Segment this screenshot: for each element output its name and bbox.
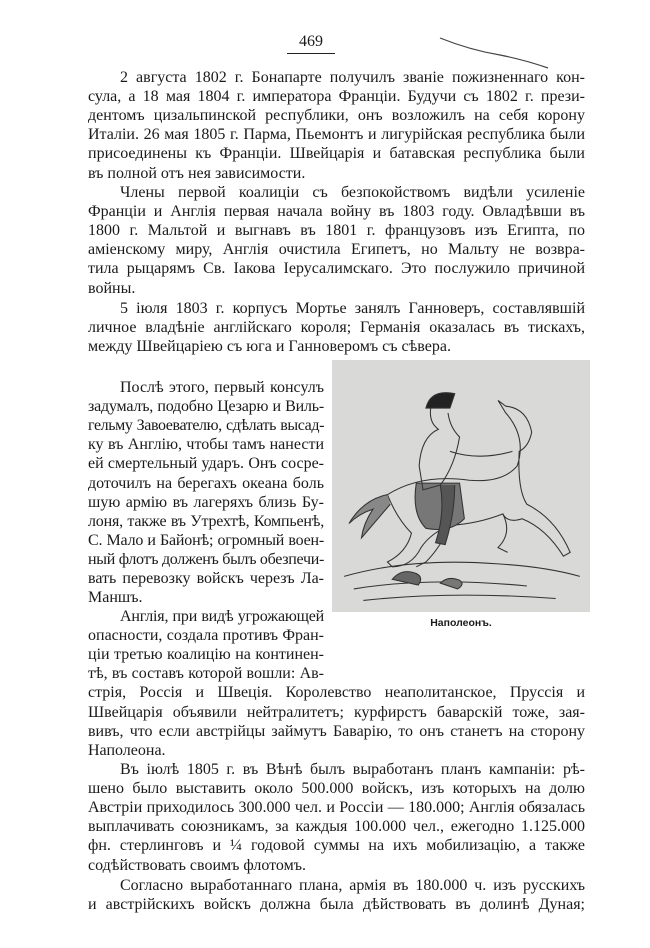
text-line: ціи третью коалицію на континен- bbox=[88, 646, 324, 664]
text-line: выплачивать союзникамъ, за каждыя 100.000 чел., ежегодно 1.125.000 bbox=[88, 818, 585, 836]
text-line: дентомъ цизальпинской республики, онъ возложилъ на себя корону bbox=[88, 107, 585, 125]
text-line: войны. bbox=[88, 279, 136, 297]
text-line: присоединены къ Франціи. Швейцарія и батавская республика были bbox=[88, 145, 585, 163]
text-line: Италіи. 26 мая 1805 г. Парма, Пьемонтъ и лигурійская республика были bbox=[88, 126, 585, 144]
napoleon-illustration bbox=[332, 360, 590, 612]
text-line: Швейцарія объявили нейтралитетъ; курфирстъ баварскій тоже, зая- bbox=[88, 703, 585, 721]
text-line: Послѣ этого, первый консулъ bbox=[120, 379, 324, 396]
text-line: Наполеона. bbox=[88, 741, 166, 759]
text-line: Члены первой коалиціи съ безпокойствомъ видѣли усиленіе bbox=[120, 184, 585, 201]
text-line: личное владѣніе англійскаго короля; Германія оказалась въ тискахъ, bbox=[88, 319, 585, 337]
text-line: стрія, Россія и Швеція. Королевство неаполитанское, Пруссія и bbox=[88, 684, 585, 702]
text-line: С. Мало и Байонѣ; огромный воен- bbox=[88, 531, 324, 549]
text-line: между Швейцаріею съ юга и Ганноверомъ съ сѣвера. bbox=[88, 338, 451, 356]
page-number: 469 bbox=[287, 33, 335, 54]
text-line: вать перевозку войскъ черезъ Ла- bbox=[88, 570, 324, 587]
text-line: тѣ, въ составъ которой вошли: Ав- bbox=[88, 665, 324, 683]
text-line: Англія, при видѣ угрожающей bbox=[120, 608, 324, 625]
figure-caption: Наполеонъ. bbox=[430, 617, 492, 629]
horse-rider-engraving bbox=[332, 360, 590, 612]
text-line: шую армію въ лагеряхъ близь Бу- bbox=[88, 493, 324, 511]
text-line: 2 августа 1802 г. Бонапарте получилъ званіе пожизненнаго кон- bbox=[120, 69, 585, 86]
text-line: Маншъ. bbox=[88, 589, 143, 607]
text-line: задумалъ, подобно Цезарю и Виль- bbox=[88, 398, 324, 416]
text-line: 5 іюля 1803 г. корпусъ Мортье занялъ Ганноверъ, составлявшій bbox=[120, 300, 585, 317]
text-line: сула, а 18 мая 1804 г. императора Франціи. Будучи съ 1802 г. прези- bbox=[88, 88, 585, 106]
text-line: шено было выставить около 500.000 войскъ, изъ которыхъ на долю bbox=[88, 780, 585, 798]
text-line: и австрійскихъ войскъ должна была дѣйствовать въ долинѣ Дуная; bbox=[88, 896, 585, 914]
text-line: лоня, также въ Утрехтѣ, Компьенѣ, bbox=[88, 512, 324, 530]
text-line: Франціи и Англія первая начала войну въ 1803 году. Овладѣвши въ bbox=[88, 203, 585, 221]
text-line: ей смертельный ударъ. Онъ сосре- bbox=[88, 455, 324, 473]
text-line: фн. стерлинговъ и ¼ годовой суммы на ихъ мобилизацію, а также bbox=[88, 837, 585, 855]
text-line: ный флотъ долженъ былъ обезпечи- bbox=[88, 550, 324, 568]
text-line: Австріи приходилось 300.000 чел. и Россіи — 180.000; Англія обязалась bbox=[88, 799, 585, 817]
text-line: Согласно выработаннаго плана, армія въ 180.000 ч. изъ русскихъ bbox=[120, 877, 585, 894]
text-line: опасности, создала противъ Фран- bbox=[88, 627, 324, 645]
text-line: тила рыцарямъ Св. Іакова Іерусалимскаго. Это послужило причиной bbox=[88, 260, 585, 278]
text-line: доточилъ на берегахъ океана боль bbox=[88, 474, 324, 492]
text-line: содѣйствовать своимъ флотомъ. bbox=[88, 856, 307, 874]
text-line: Въ іюлѣ 1805 г. въ Вѣнѣ былъ выработанъ планъ кампаніи: рѣ- bbox=[120, 761, 585, 778]
text-line: ку въ Англію, чтобы тамъ нанести bbox=[88, 436, 324, 454]
text-line: въ полной отъ нея зависимости. bbox=[88, 164, 306, 182]
text-line: аміенскому миру, Англія очистила Египетъ, но Мальту не возвра- bbox=[88, 241, 585, 259]
text-line: гельму Завоевателю, сдѣлать высад- bbox=[88, 417, 324, 435]
text-line: 1800 г. Мальтой и выгнавъ въ 1801 г. французовъ изъ Египта, по bbox=[88, 222, 585, 240]
text-line: вивъ, что если австрійцы займутъ Баварію, то онъ станетъ на сторону bbox=[88, 722, 585, 740]
